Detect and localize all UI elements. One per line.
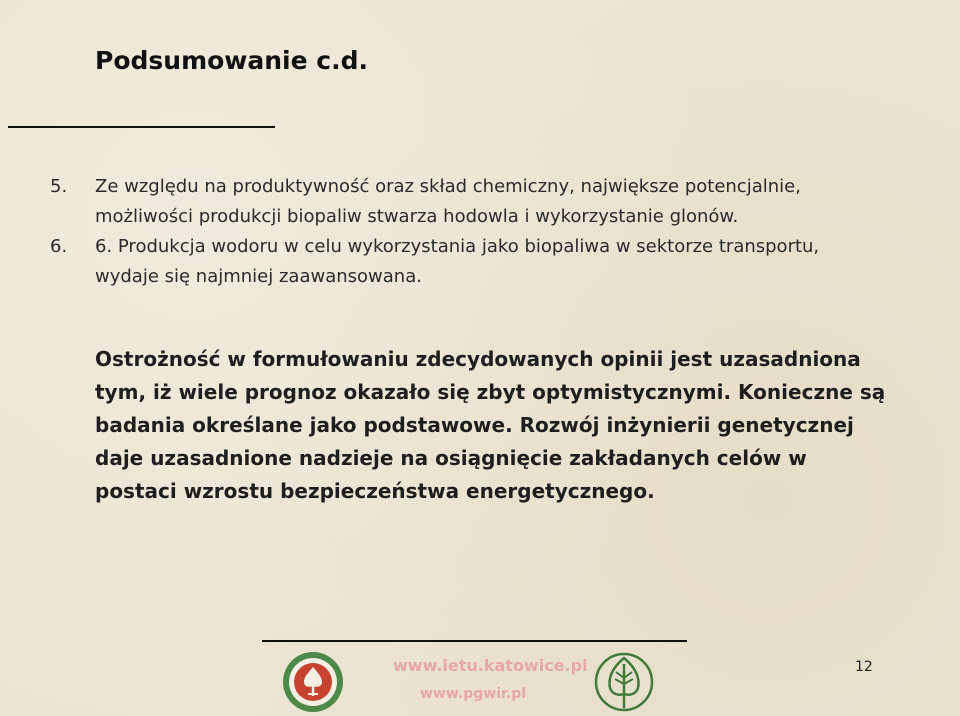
footer-divider [262,640,687,642]
numbered-list [50,172,870,292]
footer-link-ietu[interactable]: www.ietu.katowice.pl [393,656,588,675]
list-item [50,172,870,232]
footer-link-pgwir[interactable]: www.pgwir.pl [420,686,527,702]
leaf-logo-icon [594,652,654,712]
list-item-number: 5. [50,176,68,197]
page-number: 12 [855,659,873,675]
title-underline [8,126,275,128]
eco-society-logo-icon [282,651,344,713]
list-item-text: 6. Produkcja wodoru w celu wykorzystania jako biopaliwa w sektorze transportu, wydaje się najmniej zaawansowana. [95,236,820,287]
list-item [50,232,870,292]
slide-title: Podsumowanie c.d. [95,46,368,75]
list-item-number: 6. [50,236,68,257]
list-item-text: Ze względu na produktywność oraz skład chemiczny, największe potencjalnie, możliwości produkcji biopaliw stwarza hodowla i wykorzystanie glonów. [95,176,801,227]
summary-paragraph: Ostrożność w formułowaniu zdecydowanych opinii jest uzasadniona tym, iż wiele prognoz okazało się zbyt optymistycznymi. Konieczne są badania określane jako podstawowe. Rozwój inżynierii genetycznej daje uzasadnione nadzieje na osiągnięcie zakładanych celów w postaci wzrostu bezpieczeństwa energetycznego. [95,347,886,503]
